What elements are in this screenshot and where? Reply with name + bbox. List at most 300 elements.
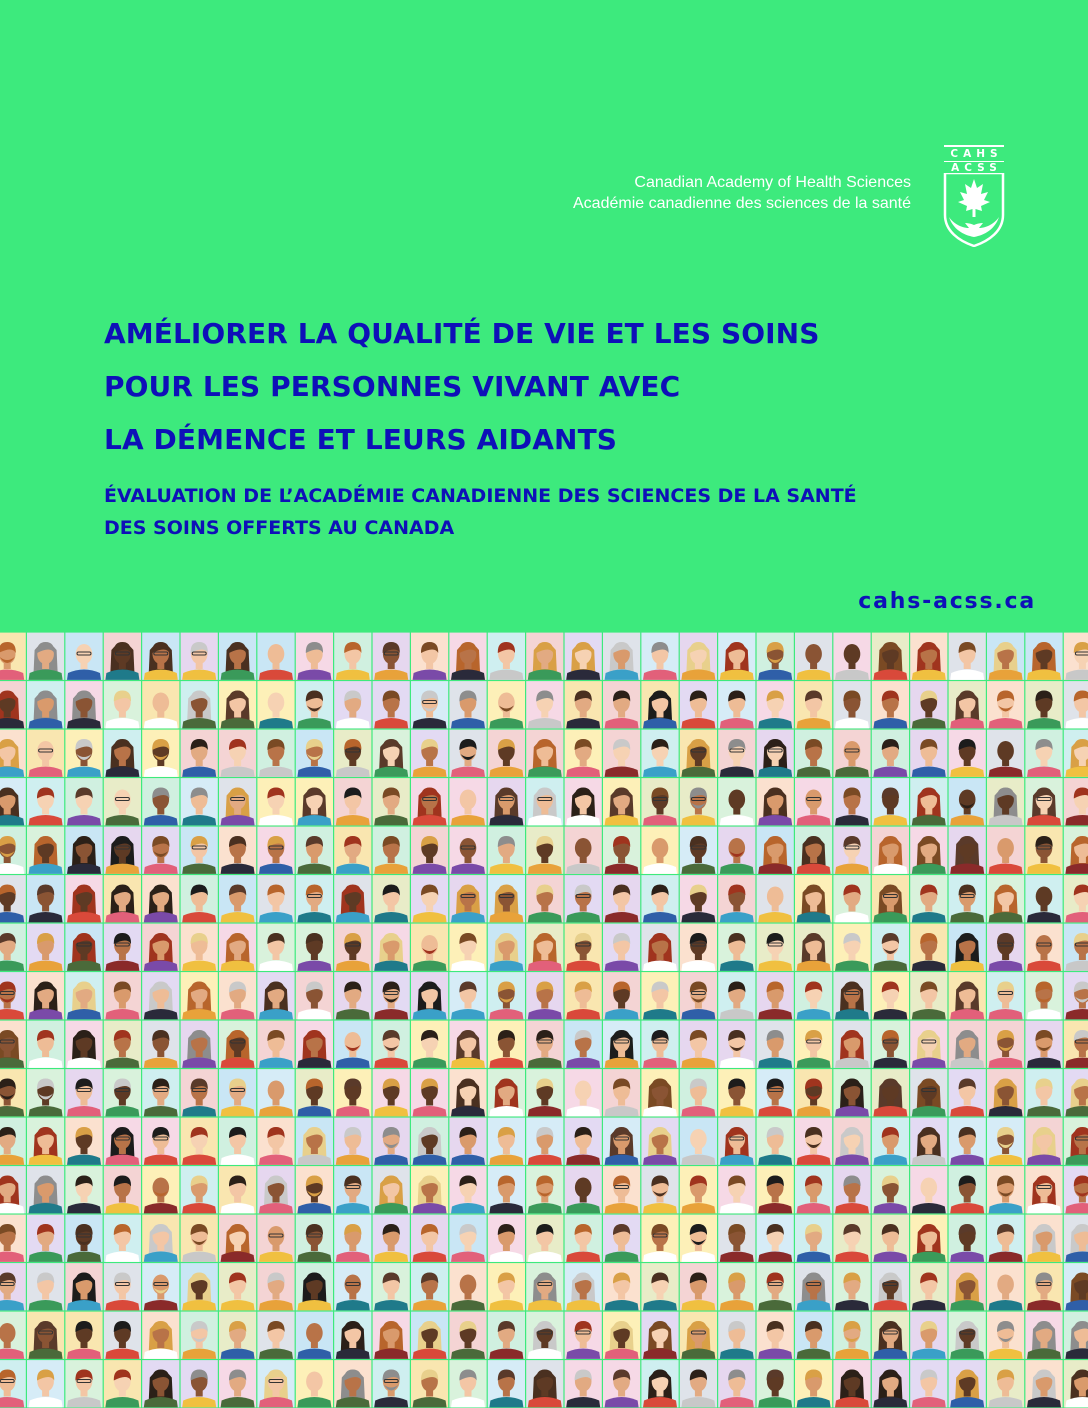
- portrait-avatar-icon: [411, 1312, 448, 1359]
- portrait-avatar-icon: [872, 778, 909, 825]
- portrait-avatar-icon: [910, 1312, 947, 1359]
- portrait-avatar-icon: [910, 730, 947, 777]
- portrait-avatar-icon: [795, 972, 832, 1019]
- portrait-avatar-icon: [488, 972, 525, 1019]
- portrait-avatar-icon: [833, 1263, 870, 1310]
- portrait-avatar-icon: [373, 1312, 410, 1359]
- portrait-avatar-icon: [603, 1118, 640, 1165]
- portrait-avatar-icon: [603, 1360, 640, 1407]
- portrait-avatar-icon: [680, 1215, 717, 1262]
- portrait-avatar-icon: [641, 681, 678, 728]
- portrait-avatar-icon: [910, 1215, 947, 1262]
- portrait-avatar-icon: [488, 924, 525, 971]
- portrait-avatar-icon: [910, 972, 947, 1019]
- portrait-avatar-icon: [104, 1360, 141, 1407]
- portrait-avatar-icon: [757, 778, 794, 825]
- portrait-avatar-icon: [142, 1263, 179, 1310]
- portrait-avatar-icon: [1025, 924, 1062, 971]
- portrait-avatar-icon: [565, 1312, 602, 1359]
- portrait-avatar-icon: [373, 875, 410, 922]
- portrait-avatar-icon: [641, 633, 678, 680]
- portrait-avatar-icon: [872, 924, 909, 971]
- portrait-avatar-icon: [757, 1360, 794, 1407]
- portrait-avatar-icon: [757, 827, 794, 874]
- portrait-avatar-icon: [104, 1021, 141, 1068]
- portrait-avatar-icon: [257, 681, 294, 728]
- portrait-avatar-icon: [1025, 875, 1062, 922]
- organization-name-en: Canadian Academy of Health Sciences: [634, 174, 911, 191]
- portrait-avatar-icon: [1064, 1263, 1088, 1310]
- portrait-avatar-icon: [872, 875, 909, 922]
- title-line-3: LA DÉMENCE ET LEURS AIDANTS: [104, 423, 618, 456]
- portrait-avatar-icon: [1064, 1166, 1088, 1213]
- portrait-avatar-icon: [949, 1312, 986, 1359]
- portrait-avatar-icon: [65, 1263, 102, 1310]
- portrait-avatar-icon: [449, 730, 486, 777]
- portrait-avatar-icon: [411, 778, 448, 825]
- portrait-avatar-icon: [142, 1166, 179, 1213]
- portrait-avatar-icon: [987, 681, 1024, 728]
- portrait-avatar-icon: [872, 1312, 909, 1359]
- portrait-avatar-icon: [488, 1312, 525, 1359]
- portrait-avatar-icon: [373, 730, 410, 777]
- portrait-avatar-icon: [142, 827, 179, 874]
- portrait-avatar-icon: [680, 924, 717, 971]
- portrait-avatar-icon: [411, 827, 448, 874]
- portrait-avatar-icon: [334, 1069, 371, 1116]
- portrait-avatar-icon: [565, 1166, 602, 1213]
- portrait-mosaic-grid: [0, 632, 1088, 1408]
- portrait-avatar-icon: [373, 1360, 410, 1407]
- portrait-avatar-icon: [27, 1069, 64, 1116]
- portrait-avatar-icon: [949, 1215, 986, 1262]
- portrait-avatar-icon: [142, 972, 179, 1019]
- portrait-avatar-icon: [181, 1021, 218, 1068]
- portrait-avatar-icon: [1025, 633, 1062, 680]
- portrait-avatar-icon: [565, 730, 602, 777]
- portrait-avatar-icon: [0, 972, 26, 1019]
- portrait-avatar-icon: [641, 1312, 678, 1359]
- portrait-avatar-icon: [872, 681, 909, 728]
- portrait-avatar-icon: [641, 924, 678, 971]
- portrait-avatar-icon: [373, 1069, 410, 1116]
- maple-leaf-hands-shield-icon: [943, 173, 1005, 247]
- portrait-avatar-icon: [833, 681, 870, 728]
- portrait-avatar-icon: [488, 1360, 525, 1407]
- portrait-avatar-icon: [334, 1166, 371, 1213]
- portrait-avatar-icon: [872, 1069, 909, 1116]
- portrait-avatar-icon: [0, 1312, 26, 1359]
- title-line-2: POUR LES PERSONNES VIVANT AVEC: [104, 370, 681, 403]
- cahs-logo: [943, 145, 1005, 247]
- portrait-avatar-icon: [0, 924, 26, 971]
- portrait-avatar-icon: [872, 1263, 909, 1310]
- portrait-avatar-icon: [334, 681, 371, 728]
- portrait-avatar-icon: [334, 875, 371, 922]
- portrait-avatar-icon: [603, 924, 640, 971]
- portrait-avatar-icon: [795, 1021, 832, 1068]
- portrait-avatar-icon: [565, 681, 602, 728]
- portrait-avatar-icon: [526, 1312, 563, 1359]
- portrait-avatar-icon: [833, 778, 870, 825]
- portrait-avatar-icon: [0, 730, 26, 777]
- portrait-avatar-icon: [296, 681, 333, 728]
- portrait-avatar-icon: [142, 1069, 179, 1116]
- portrait-avatar-icon: [603, 1166, 640, 1213]
- portrait-avatar-icon: [680, 1166, 717, 1213]
- portrait-avatar-icon: [718, 730, 755, 777]
- portrait-avatar-icon: [718, 1069, 755, 1116]
- portrait-avatar-icon: [833, 827, 870, 874]
- portrait-avatar-icon: [1025, 1263, 1062, 1310]
- portrait-avatar-icon: [718, 1360, 755, 1407]
- portrait-avatar-icon: [373, 1118, 410, 1165]
- portrait-avatar-icon: [488, 730, 525, 777]
- portrait-avatar-icon: [27, 1166, 64, 1213]
- portrait-avatar-icon: [680, 1360, 717, 1407]
- portrait-avatar-icon: [641, 972, 678, 1019]
- portrait-avatar-icon: [833, 1118, 870, 1165]
- portrait-avatar-icon: [680, 730, 717, 777]
- portrait-avatar-icon: [65, 1312, 102, 1359]
- portrait-avatar-icon: [296, 1021, 333, 1068]
- portrait-avatar-icon: [1064, 1360, 1088, 1407]
- portrait-avatar-icon: [65, 924, 102, 971]
- portrait-avatar-icon: [1064, 778, 1088, 825]
- portrait-avatar-icon: [641, 1215, 678, 1262]
- portrait-avatar-icon: [910, 1069, 947, 1116]
- portrait-avatar-icon: [565, 875, 602, 922]
- portrait-avatar-icon: [718, 778, 755, 825]
- portrait-avatar-icon: [257, 1021, 294, 1068]
- portrait-avatar-icon: [104, 1118, 141, 1165]
- portrait-avatar-icon: [565, 1263, 602, 1310]
- portrait-avatar-icon: [373, 778, 410, 825]
- portrait-avatar-icon: [718, 1215, 755, 1262]
- portrait-avatar-icon: [65, 875, 102, 922]
- portrait-avatar-icon: [488, 1263, 525, 1310]
- portrait-avatar-icon: [565, 972, 602, 1019]
- portrait-avatar-icon: [833, 875, 870, 922]
- portrait-avatar-icon: [641, 1360, 678, 1407]
- portrait-avatar-icon: [987, 778, 1024, 825]
- portrait-avatar-icon: [1025, 730, 1062, 777]
- portrait-avatar-icon: [449, 778, 486, 825]
- portrait-avatar-icon: [449, 681, 486, 728]
- portrait-avatar-icon: [757, 1118, 794, 1165]
- portrait-avatar-icon: [680, 875, 717, 922]
- portrait-avatar-icon: [603, 681, 640, 728]
- portrait-avatar-icon: [833, 1166, 870, 1213]
- portrait-avatar-icon: [565, 1118, 602, 1165]
- portrait-avatar-icon: [411, 1021, 448, 1068]
- portrait-avatar-icon: [603, 1263, 640, 1310]
- portrait-avatar-icon: [718, 633, 755, 680]
- portrait-avatar-icon: [65, 1118, 102, 1165]
- portrait-avatar-icon: [603, 778, 640, 825]
- portrait-avatar-icon: [680, 1069, 717, 1116]
- portrait-avatar-icon: [718, 1166, 755, 1213]
- portrait-avatar-icon: [449, 972, 486, 1019]
- portrait-avatar-icon: [795, 1312, 832, 1359]
- portrait-avatar-icon: [603, 1312, 640, 1359]
- portrait-avatar-icon: [680, 827, 717, 874]
- portrait-avatar-icon: [0, 1263, 26, 1310]
- portrait-avatar-icon: [833, 1360, 870, 1407]
- portrait-avatar-icon: [641, 1021, 678, 1068]
- portrait-avatar-icon: [296, 730, 333, 777]
- portrait-avatar-icon: [0, 1069, 26, 1116]
- portrait-avatar-icon: [27, 633, 64, 680]
- portrait-avatar-icon: [987, 1360, 1024, 1407]
- portrait-avatar-icon: [910, 1021, 947, 1068]
- portrait-avatar-icon: [795, 827, 832, 874]
- portrait-avatar-icon: [449, 1118, 486, 1165]
- portrait-avatar-icon: [142, 875, 179, 922]
- portrait-avatar-icon: [296, 633, 333, 680]
- portrait-avatar-icon: [565, 827, 602, 874]
- portrait-avatar-icon: [680, 972, 717, 1019]
- portrait-avatar-icon: [718, 827, 755, 874]
- portrait-avatar-icon: [910, 875, 947, 922]
- portrait-avatar-icon: [257, 1360, 294, 1407]
- portrait-avatar-icon: [833, 1069, 870, 1116]
- portrait-avatar-icon: [488, 778, 525, 825]
- subtitle-line-2: DES SOINS OFFERTS AU CANADA: [104, 517, 455, 539]
- portrait-avatar-icon: [795, 1263, 832, 1310]
- portrait-avatar-icon: [65, 633, 102, 680]
- portrait-avatar-icon: [181, 1118, 218, 1165]
- portrait-avatar-icon: [449, 1069, 486, 1116]
- portrait-avatar-icon: [142, 1312, 179, 1359]
- portrait-avatar-icon: [680, 778, 717, 825]
- portrait-avatar-icon: [565, 924, 602, 971]
- portrait-avatar-icon: [833, 1021, 870, 1068]
- portrait-avatar-icon: [718, 875, 755, 922]
- portrait-avatar-icon: [757, 1215, 794, 1262]
- portrait-avatar-icon: [718, 1021, 755, 1068]
- portrait-avatar-icon: [641, 1166, 678, 1213]
- portrait-avatar-icon: [181, 1312, 218, 1359]
- portrait-avatar-icon: [0, 1166, 26, 1213]
- portrait-avatar-icon: [833, 730, 870, 777]
- portrait-avatar-icon: [795, 778, 832, 825]
- portrait-avatar-icon: [565, 1360, 602, 1407]
- portrait-avatar-icon: [27, 972, 64, 1019]
- report-title: [104, 307, 819, 466]
- portrait-avatar-icon: [104, 924, 141, 971]
- portrait-avatar-icon: [219, 681, 256, 728]
- portrait-avatar-icon: [949, 633, 986, 680]
- portrait-avatar-icon: [104, 1166, 141, 1213]
- portrait-avatar-icon: [104, 681, 141, 728]
- portrait-avatar-icon: [488, 1166, 525, 1213]
- portrait-avatar-icon: [257, 1312, 294, 1359]
- portrait-avatar-icon: [526, 1021, 563, 1068]
- portrait-avatar-icon: [296, 1069, 333, 1116]
- portrait-avatar-icon: [449, 875, 486, 922]
- portrait-avatar-icon: [949, 827, 986, 874]
- portrait-avatar-icon: [1064, 1069, 1088, 1116]
- portrait-avatar-icon: [27, 1215, 64, 1262]
- portrait-avatar-icon: [449, 1360, 486, 1407]
- portrait-avatar-icon: [680, 633, 717, 680]
- portrait-avatar-icon: [27, 778, 64, 825]
- portrait-avatar-icon: [219, 875, 256, 922]
- logo-rule-top: [944, 145, 1004, 147]
- portrait-avatar-icon: [488, 681, 525, 728]
- portrait-avatar-icon: [296, 1166, 333, 1213]
- portrait-avatar-icon: [641, 778, 678, 825]
- portrait-avatar-icon: [411, 972, 448, 1019]
- portrait-avatar-icon: [411, 875, 448, 922]
- portrait-avatar-icon: [526, 778, 563, 825]
- portrait-avatar-icon: [104, 730, 141, 777]
- portrait-avatar-icon: [833, 924, 870, 971]
- portrait-avatar-icon: [219, 1360, 256, 1407]
- portrait-avatar-icon: [1025, 1312, 1062, 1359]
- portrait-avatar-icon: [181, 827, 218, 874]
- report-subtitle: [104, 480, 857, 544]
- portrait-avatar-icon: [757, 1166, 794, 1213]
- portrait-avatar-icon: [411, 1360, 448, 1407]
- portrait-avatar-icon: [219, 1215, 256, 1262]
- portrait-avatar-icon: [1064, 1118, 1088, 1165]
- portrait-avatar-icon: [910, 924, 947, 971]
- portrait-avatar-icon: [334, 1215, 371, 1262]
- website-url: cahs-acss.ca: [858, 589, 1036, 614]
- cover-header: [0, 0, 1088, 632]
- portrait-avatar-icon: [219, 972, 256, 1019]
- portrait-avatar-icon: [987, 1166, 1024, 1213]
- portrait-avatar-icon: [219, 633, 256, 680]
- portrait-avatar-icon: [795, 681, 832, 728]
- portrait-avatar-icon: [65, 1021, 102, 1068]
- portrait-avatar-icon: [1025, 827, 1062, 874]
- portrait-avatar-icon: [872, 1360, 909, 1407]
- portrait-avatar-icon: [27, 827, 64, 874]
- portrait-avatar-icon: [526, 730, 563, 777]
- portrait-mosaic: [0, 632, 1088, 1408]
- portrait-avatar-icon: [27, 730, 64, 777]
- portrait-avatar-icon: [987, 1069, 1024, 1116]
- organization-name-fr: Académie canadienne des sciences de la santé: [573, 195, 911, 212]
- portrait-avatar-icon: [142, 1215, 179, 1262]
- portrait-avatar-icon: [296, 1263, 333, 1310]
- portrait-avatar-icon: [603, 1215, 640, 1262]
- portrait-avatar-icon: [1025, 778, 1062, 825]
- portrait-avatar-icon: [296, 1312, 333, 1359]
- portrait-avatar-icon: [987, 633, 1024, 680]
- portrait-avatar-icon: [104, 1312, 141, 1359]
- portrait-avatar-icon: [488, 1021, 525, 1068]
- portrait-avatar-icon: [65, 1166, 102, 1213]
- portrait-avatar-icon: [142, 778, 179, 825]
- portrait-avatar-icon: [411, 1263, 448, 1310]
- portrait-avatar-icon: [603, 1021, 640, 1068]
- portrait-avatar-icon: [718, 1312, 755, 1359]
- portrait-avatar-icon: [373, 827, 410, 874]
- portrait-avatar-icon: [910, 633, 947, 680]
- portrait-avatar-icon: [910, 681, 947, 728]
- portrait-avatar-icon: [987, 1021, 1024, 1068]
- portrait-avatar-icon: [373, 924, 410, 971]
- portrait-avatar-icon: [65, 972, 102, 1019]
- portrait-avatar-icon: [1064, 633, 1088, 680]
- portrait-avatar-icon: [795, 1360, 832, 1407]
- portrait-avatar-icon: [104, 1215, 141, 1262]
- portrait-avatar-icon: [104, 1263, 141, 1310]
- portrait-avatar-icon: [603, 875, 640, 922]
- portrait-avatar-icon: [680, 1312, 717, 1359]
- portrait-avatar-icon: [411, 924, 448, 971]
- portrait-avatar-icon: [104, 875, 141, 922]
- portrait-avatar-icon: [987, 924, 1024, 971]
- portrait-avatar-icon: [296, 1215, 333, 1262]
- portrait-avatar-icon: [27, 1021, 64, 1068]
- portrait-avatar-icon: [1025, 681, 1062, 728]
- portrait-avatar-icon: [373, 1263, 410, 1310]
- portrait-avatar-icon: [488, 827, 525, 874]
- portrait-avatar-icon: [181, 1263, 218, 1310]
- portrait-avatar-icon: [296, 827, 333, 874]
- portrait-avatar-icon: [411, 1118, 448, 1165]
- portrait-avatar-icon: [142, 1360, 179, 1407]
- portrait-avatar-icon: [27, 1118, 64, 1165]
- portrait-avatar-icon: [757, 1021, 794, 1068]
- portrait-avatar-icon: [104, 972, 141, 1019]
- portrait-avatar-icon: [757, 730, 794, 777]
- portrait-avatar-icon: [526, 875, 563, 922]
- portrait-avatar-icon: [718, 924, 755, 971]
- portrait-avatar-icon: [219, 924, 256, 971]
- portrait-avatar-icon: [0, 633, 26, 680]
- portrait-avatar-icon: [833, 1312, 870, 1359]
- portrait-avatar-icon: [488, 1215, 525, 1262]
- portrait-avatar-icon: [680, 681, 717, 728]
- portrait-avatar-icon: [257, 972, 294, 1019]
- portrait-avatar-icon: [104, 827, 141, 874]
- portrait-avatar-icon: [334, 730, 371, 777]
- portrait-avatar-icon: [1025, 1360, 1062, 1407]
- portrait-avatar-icon: [142, 924, 179, 971]
- portrait-avatar-icon: [872, 1166, 909, 1213]
- portrait-avatar-icon: [526, 1215, 563, 1262]
- portrait-avatar-icon: [449, 924, 486, 971]
- portrait-avatar-icon: [257, 875, 294, 922]
- portrait-avatar-icon: [795, 1215, 832, 1262]
- portrait-avatar-icon: [296, 778, 333, 825]
- organization-name: [573, 172, 911, 214]
- portrait-avatar-icon: [680, 1263, 717, 1310]
- portrait-avatar-icon: [142, 1118, 179, 1165]
- portrait-avatar-icon: [526, 1360, 563, 1407]
- portrait-avatar-icon: [949, 875, 986, 922]
- portrait-avatar-icon: [0, 681, 26, 728]
- portrait-avatar-icon: [334, 1118, 371, 1165]
- portrait-avatar-icon: [872, 1021, 909, 1068]
- portrait-avatar-icon: [27, 1360, 64, 1407]
- portrait-avatar-icon: [181, 1215, 218, 1262]
- portrait-avatar-icon: [526, 827, 563, 874]
- portrait-avatar-icon: [1064, 1215, 1088, 1262]
- portrait-avatar-icon: [987, 1215, 1024, 1262]
- portrait-avatar-icon: [833, 633, 870, 680]
- portrait-avatar-icon: [257, 730, 294, 777]
- portrait-avatar-icon: [373, 1021, 410, 1068]
- portrait-avatar-icon: [296, 875, 333, 922]
- portrait-avatar-icon: [641, 1118, 678, 1165]
